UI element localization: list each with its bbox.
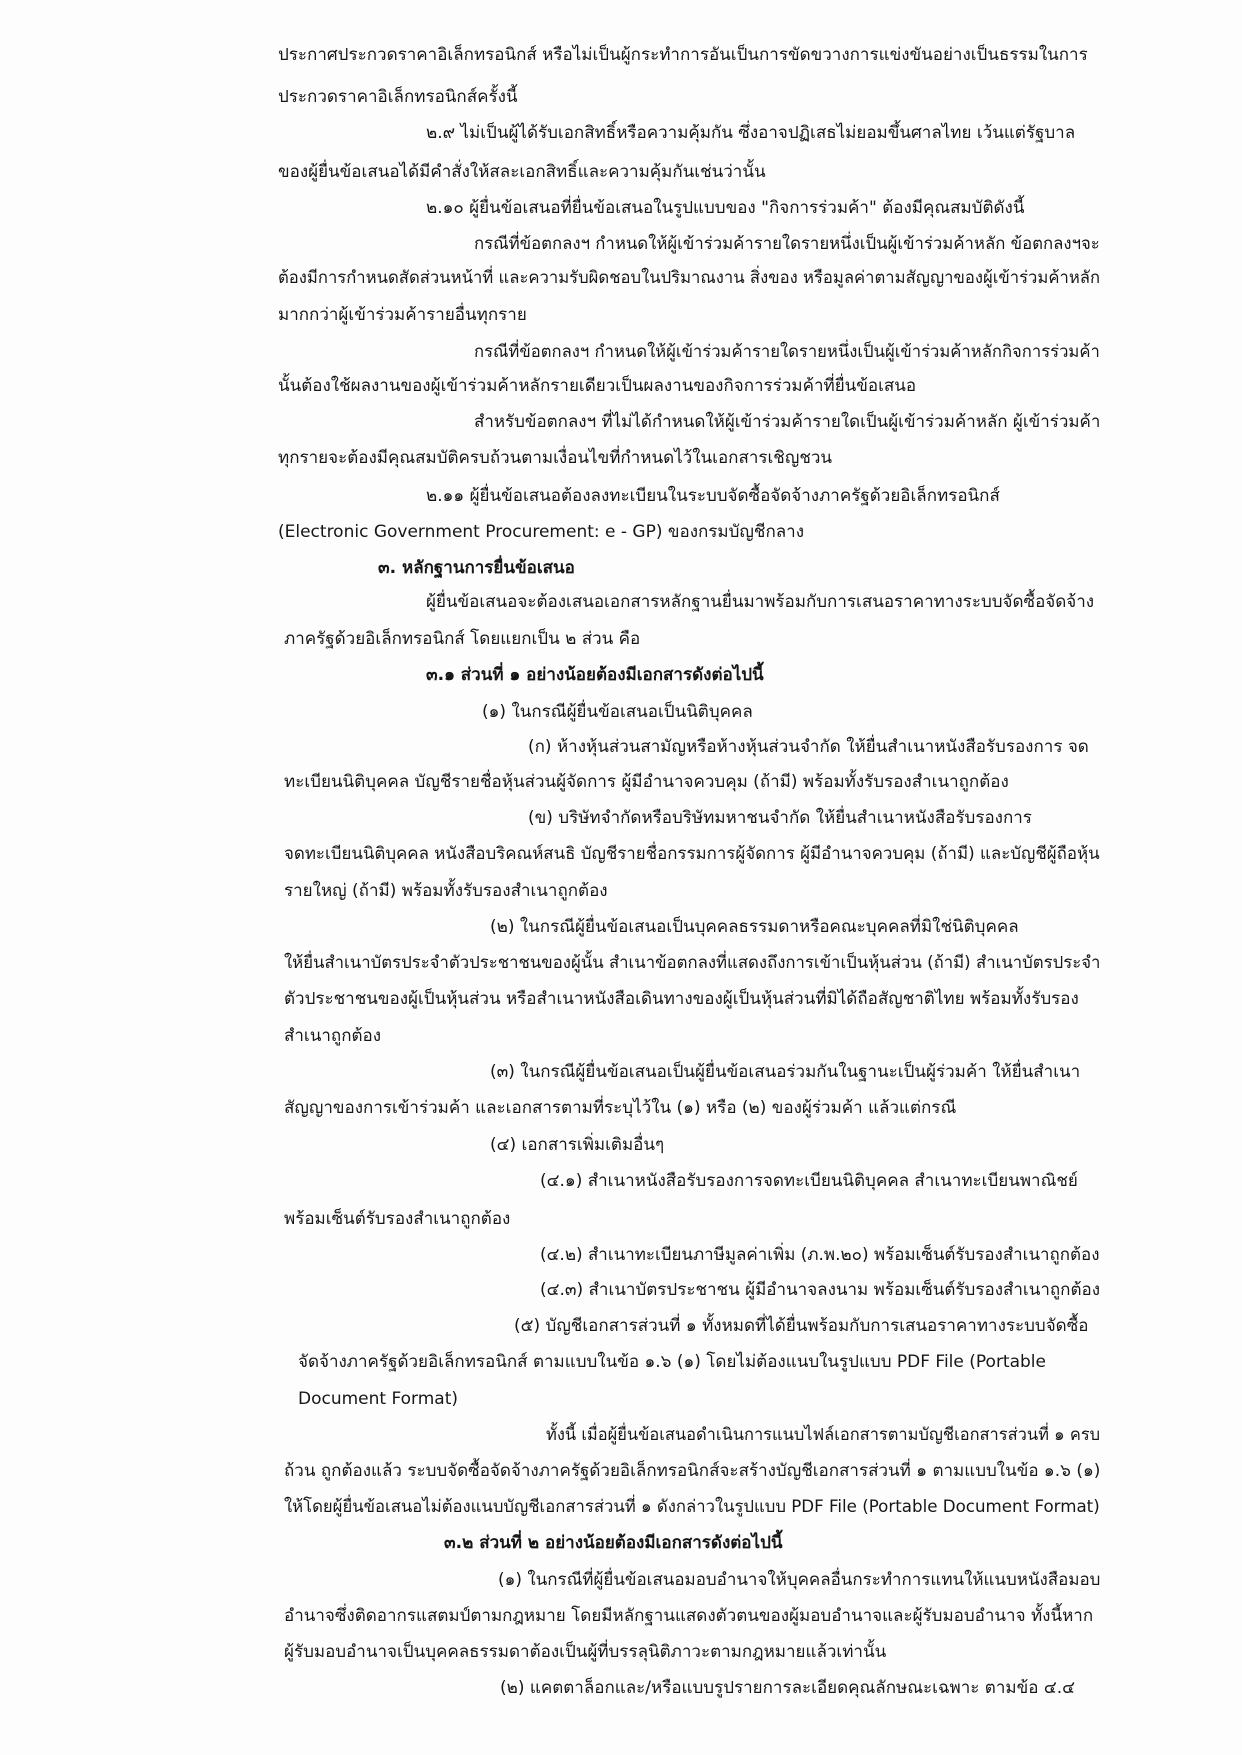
text-line: (๒) แคตตาล็อกและ/หรือแบบรูปรายการละเอียดคุณลักษณะเฉพาะ ตามข้อ ๔.๔	[500, 1678, 1075, 1698]
text-line: ๒.๑๐ ผู้ยื่นข้อเสนอที่ยื่นข้อเสนอในรูปแบบของ "กิจการร่วมค้า" ต้องมีคุณสมบัติดังนี้	[426, 198, 1025, 218]
text-line: Document Format)	[298, 1389, 459, 1409]
text-line: (Electronic Government Procurement: e - GP) ของกรมบัญชีกลาง	[278, 522, 805, 542]
text-line: มากกว่าผู้เข้าร่วมค้ารายอื่นทุกราย	[278, 305, 527, 325]
text-line: ประกวดราคาอิเล็กทรอนิกส์ครั้งนี้	[278, 87, 518, 107]
text-line: ประกาศประกวดราคาอิเล็กทรอนิกส์ หรือไม่เป็นผู้กระทำการอันเป็นการขัดขวางการแข่งขันอย่างเป็นธรรมในการ	[278, 45, 1088, 65]
text-line: (ก) ห้างหุ้นส่วนสามัญหรือห้างหุ้นส่วนจำกัด ให้ยื่นสำเนาหนังสือรับรองการ จด	[528, 737, 1089, 757]
text-line: (๔.๓) สำเนาบัตรประชาชน ผู้มีอำนาจลงนาม พร้อมเซ็นต์รับรองสำเนาถูกต้อง	[540, 1280, 1101, 1300]
text-line: (๕) บัญชีเอกสารส่วนที่ ๑ ทั้งหมดที่ได้ยื่นพร้อมกับการเสนอราคาทางระบบจัดซื้อ	[514, 1316, 1089, 1336]
text-line: ๒.๑๑ ผู้ยื่นข้อเสนอต้องลงทะเบียนในระบบจัดซื้อจัดจ้างภาครัฐด้วยอิเล็กทรอนิกส์	[426, 486, 1000, 506]
text-line: อำนาจซึ่งติดอากรแสตมป์ตามกฎหมาย โดยมีหลักฐานแสดงตัวตนของผู้มอบอำนาจและผู้รับมอบอำนาจ ทั้งนี้หาก	[284, 1606, 1094, 1626]
text-line: (๒) ในกรณีผู้ยื่นข้อเสนอเป็นบุคคลธรรมดาหรือคณะบุคคลที่มิใช่นิติบุคคล	[490, 917, 1019, 937]
text-line: ภาครัฐด้วยอิเล็กทรอนิกส์ โดยแยกเป็น ๒ ส่วน คือ	[284, 629, 641, 649]
text-line: ๒.๙ ไม่เป็นผู้ได้รับเอกสิทธิ์หรือความคุ้มกัน ซึ่งอาจปฏิเสธไม่ยอมขึ้นศาลไทย เว้นแต่รัฐบาล	[426, 123, 1076, 143]
text-line: (๑) ในกรณีที่ผู้ยื่นข้อเสนอมอบอำนาจให้บุคคลอื่นกระทำการแทนให้แนบหนังสือมอบ	[498, 1570, 1101, 1590]
text-line: (ข) บริษัทจำกัดหรือบริษัทมหาชนจำกัด ให้ยื่นสำเนาหนังสือรับรองการ	[528, 808, 1032, 828]
text-line: ต้องมีการกำหนดสัดส่วนหน้าที่ และความรับผิดชอบในปริมาณงาน สิ่งของ หรือมูลค่าตามสัญญาของผู้เข้าร่วมค้าหลัก	[278, 268, 1101, 288]
text-line: (๔.๒) สำเนาทะเบียนภาษีมูลค่าเพิ่ม (ภ.พ.๒๐) พร้อมเซ็นต์รับรองสำเนาถูกต้อง	[540, 1245, 1100, 1265]
text-line: (๓) ในกรณีผู้ยื่นข้อเสนอเป็นผู้ยื่นข้อเสนอร่วมกันในฐานะเป็นผู้ร่วมค้า ให้ยื่นสำเนา	[490, 1062, 1081, 1082]
text-line: ผู้ยื่นข้อเสนอจะต้องเสนอเอกสารหลักฐานยื่นมาพร้อมกับการเสนอราคาทางระบบจัดซื้อจัดจ้าง	[426, 592, 1095, 612]
text-line: (๔) เอกสารเพิ่มเติมอื่นๆ	[490, 1135, 665, 1155]
section-heading: ๓.๑ ส่วนที่ ๑ อย่างน้อยต้องมีเอกสารดังต่อไปนี้	[426, 665, 764, 685]
text-line: รายใหญ่ (ถ้ามี) พร้อมทั้งรับรองสำเนาถูกต้อง	[284, 881, 608, 901]
section-heading: ๓.๒ ส่วนที่ ๒ อย่างน้อยต้องมีเอกสารดังต่อไปนี้	[444, 1533, 783, 1553]
text-line: นั้นต้องใช้ผลงานของผู้เข้าร่วมค้าหลักรายเดียวเป็นผลงานของกิจการร่วมค้าที่ยื่นข้อเสนอ	[278, 376, 917, 396]
text-line: ถ้วน ถูกต้องแล้ว ระบบจัดซื้อจัดจ้างภาครัฐด้วยอิเล็กทรอนิกส์จะสร้างบัญชีเอกสารส่วนที่ ๑ ตามแบบในข้อ ๑.๖ (๑)	[284, 1461, 1101, 1481]
text-line: (๔.๑) สำเนาหนังสือรับรองการจดทะเบียนนิติบุคคล สำเนาทะเบียนพาณิชย์	[540, 1171, 1078, 1191]
text-line: สัญญาของการเข้าร่วมค้า และเอกสารตามที่ระบุไว้ใน (๑) หรือ (๒) ของผู้ร่วมค้า แล้วแต่กรณี	[284, 1098, 957, 1118]
text-line: ตัวประชาชนของผู้เป็นหุ้นส่วน หรือสำเนาหนังสือเดินทางของผู้เป็นหุ้นส่วนที่มิได้ถือสัญชาติไทย พร้อมทั้งรับรอง	[284, 989, 1079, 1009]
text-line: จัดจ้างภาครัฐด้วยอิเล็กทรอนิกส์ ตามแบบในข้อ ๑.๖ (๑) โดยไม่ต้องแนบในรูปแบบ PDF File (Portable	[298, 1352, 1046, 1372]
text-line: จดทะเบียนนิติบุคคล หนังสือบริคณห์สนธิ บัญชีรายชื่อกรรมการผู้จัดการ ผู้มีอำนาจควบคุม (ถ้ามี) และบัญชีผู้ถือหุ้น	[284, 844, 1100, 864]
text-line: กรณีที่ข้อตกลงฯ กำหนดให้ผู้เข้าร่วมค้ารายใดรายหนึ่งเป็นผู้เข้าร่วมค้าหลักกิจการร่วมค้า	[474, 342, 1100, 362]
text-line: (๑) ในกรณีผู้ยื่นข้อเสนอเป็นนิติบุคคล	[482, 702, 753, 722]
text-line: ผู้รับมอบอำนาจเป็นบุคคลธรรมดาต้องเป็นผู้ที่บรรลุนิติภาวะตามกฎหมายแล้วเท่านั้น	[284, 1642, 887, 1662]
text-line: ให้โดยผู้ยื่นข้อเสนอไม่ต้องแนบบัญชีเอกสารส่วนที่ ๑ ดังกล่าวในรูปแบบ PDF File (Portable Document Format)	[284, 1497, 1100, 1517]
text-line: ทั้งนี้ เมื่อผู้ยื่นข้อเสนอดำเนินการแนบไฟล์เอกสารตามบัญชีเอกสารส่วนที่ ๑ ครบ	[546, 1425, 1101, 1445]
text-line: ของผู้ยื่นข้อเสนอได้มีคำสั่งให้สละเอกสิทธิ์และความคุ้มกันเช่นว่านั้น	[278, 162, 766, 182]
text-line: พร้อมเซ็นต์รับรองสำเนาถูกต้อง	[284, 1209, 511, 1229]
section-heading: ๓. หลักฐานการยื่นข้อเสนอ	[378, 558, 575, 578]
text-line: สำหรับข้อตกลงฯ ที่ไม่ได้กำหนดให้ผู้เข้าร่วมค้ารายใดเป็นผู้เข้าร่วมค้าหลัก ผู้เข้าร่วมค้า	[474, 412, 1101, 432]
text-line: ทุกรายจะต้องมีคุณสมบัติครบถ้วนตามเงื่อนไขที่กำหนดไว้ในเอกสารเชิญชวน	[278, 448, 833, 468]
text-line: ทะเบียนนิติบุคคล บัญชีรายชื่อหุ้นส่วนผู้จัดการ ผู้มีอำนาจควบคุม (ถ้ามี) พร้อมทั้งรับรองสำเนาถูกต้อง	[284, 772, 1009, 792]
text-line: สำเนาถูกต้อง	[284, 1026, 382, 1046]
text-line: กรณีที่ข้อตกลงฯ กำหนดให้ผู้เข้าร่วมค้ารายใดรายหนึ่งเป็นผู้เข้าร่วมค้าหลัก ข้อตกลงฯจะ	[474, 234, 1100, 254]
text-line: ให้ยื่นสำเนาบัตรประจำตัวประชาชนของผู้นั้น สำเนาข้อตกลงที่แสดงถึงการเข้าเป็นหุ้นส่วน (ถ้ามี) สำเนาบัตรประจำ	[284, 953, 1101, 973]
